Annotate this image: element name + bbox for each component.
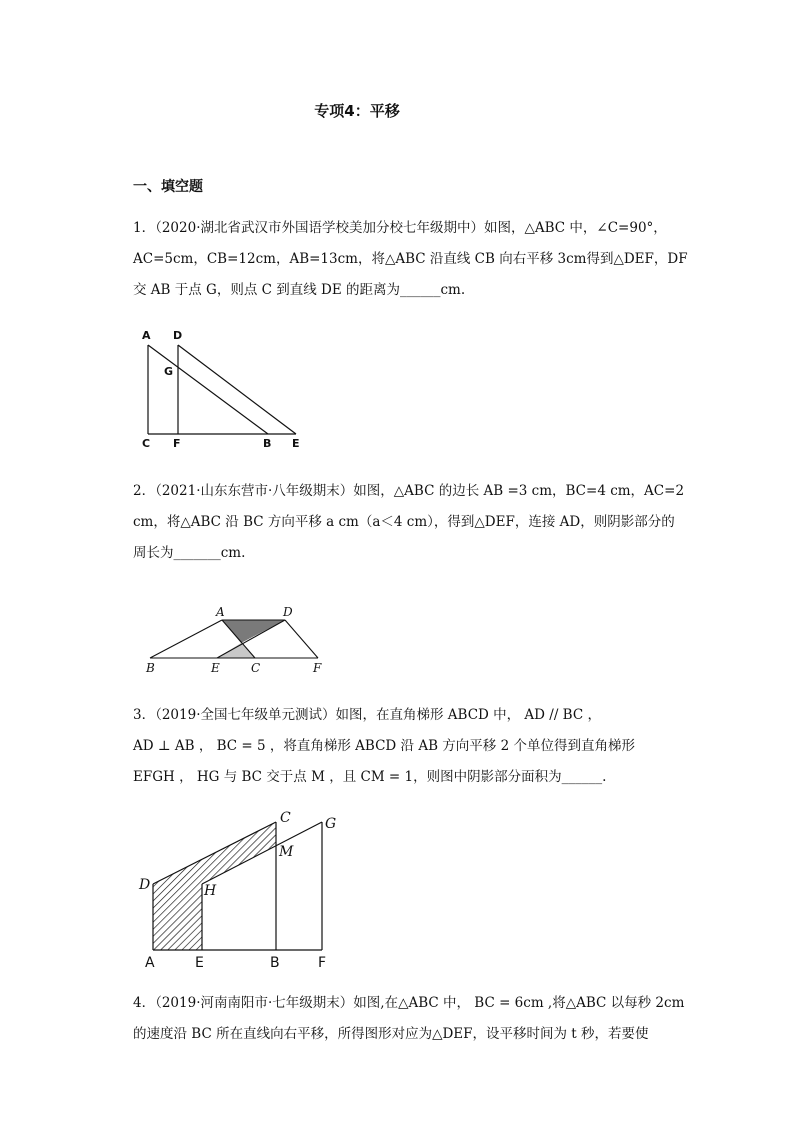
question-4-line-1: 4．（2019·河南南阳市·七年级期末）如图,在△ABC 中， BC = 6cm ,将△ABC 以每秒 2cm bbox=[133, 995, 685, 1011]
label-e: E bbox=[211, 661, 220, 675]
label-f: F bbox=[313, 661, 322, 675]
question-1-line-1: 1．（2020·湖北省武汉市外国语学校美加分校七年级期中）如图，△ABC 中，∠C=90°， bbox=[133, 220, 667, 236]
label-c: C bbox=[251, 661, 261, 675]
label-c: C bbox=[280, 810, 291, 826]
label-e: E bbox=[292, 437, 300, 450]
question-2-line-3: 周长为_______cm. bbox=[133, 545, 246, 561]
question-2-line-1: 2．（2021·山东东营市·八年级期末）如图，△ABC 的边长 AB =3 cm，BC=4 cm，AC=2 bbox=[133, 483, 685, 499]
label-g: G bbox=[325, 816, 337, 832]
question-1-line-2: AC=5cm，CB=12cm，AB=13cm，将△ABC 沿直线 CB 向右平移 3cm得到△DEF，DF bbox=[133, 251, 688, 267]
label-f: F bbox=[318, 955, 327, 971]
question-3-line-2: AD ⊥ AB ， BC = 5 ，将直角梯形 ABCD 沿 AB 方向平移 2 个单位得到直角梯形 bbox=[133, 738, 635, 754]
label-b: B bbox=[263, 437, 272, 450]
label-b: B bbox=[270, 955, 280, 971]
label-d: D bbox=[139, 877, 151, 893]
label-f: F bbox=[173, 437, 181, 450]
label-a: A bbox=[216, 605, 225, 619]
page-title: 专项4：平移 bbox=[314, 102, 400, 120]
question-1-line-3: 交 AB 于点 G，则点 C 到直线 DE 的距离为______cm. bbox=[133, 282, 466, 298]
label-c: C bbox=[142, 437, 151, 450]
question-3-line-3: EFGH ， HG 与 BC 交于点 M ，且 CM = 1，则图中阴影部分面积为______. bbox=[133, 769, 607, 785]
label-d: D bbox=[283, 605, 293, 619]
question-3-line-1: 3．（2019·全国七年级单元测试）如图，在直角梯形 ABCD 中， AD // BC ， bbox=[133, 707, 601, 723]
label-b: B bbox=[146, 661, 155, 675]
label-d: D bbox=[173, 329, 183, 342]
label-a: A bbox=[145, 955, 155, 971]
label-m: M bbox=[279, 844, 294, 860]
label-a: A bbox=[142, 329, 151, 342]
label-e: E bbox=[195, 955, 204, 971]
question-4-line-2: 的速度沿 BC 所在直线向右平移，所得图形对应为△DEF，设平移时间为 t 秒，若要使 bbox=[133, 1026, 649, 1042]
section-heading: 一、填空题 bbox=[133, 179, 203, 195]
label-h: H bbox=[204, 883, 217, 899]
question-2-line-2: cm，将△ABC 沿 BC 方向平移 a cm（a＜4 cm），得到△DEF，连接 AD，则阴影部分的 bbox=[133, 514, 675, 530]
label-g: G bbox=[164, 365, 174, 378]
